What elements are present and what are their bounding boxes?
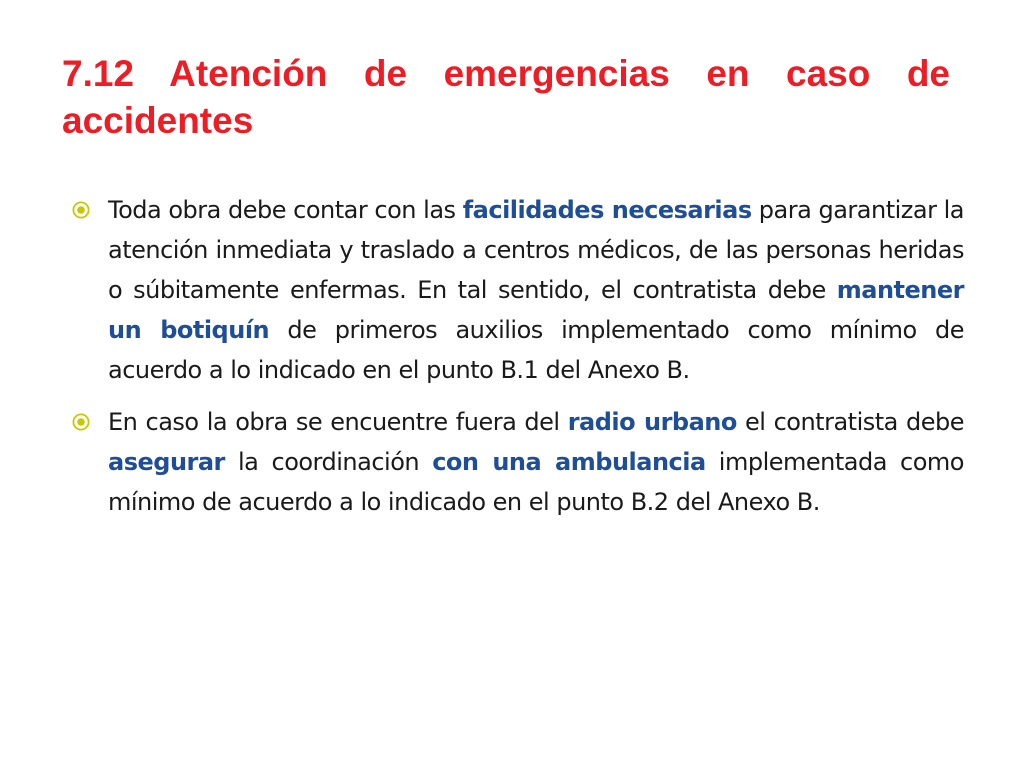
bullet-list [62,190,964,534]
bullet-item [62,190,964,390]
highlight-asegurar: asegurar [108,448,225,476]
slide-title: 7.12 Atención de emergencias en caso de accidentes [62,53,950,141]
bullet-text-segment: para garantizar la atención inmediata y traslado a centros médicos, de las personas heridas o súbitamente enfermas. En tal sentido, el contratista debe [108,196,964,304]
bullet-text-segment: la coordinación [224,448,433,476]
bullet-text-segment: En caso la obra se encuentre fuera del [108,408,568,436]
highlight-radio-urbano: radio urbano [567,408,737,436]
highlight-mantener-botiquin: mantener un botiquín [108,276,964,344]
target-bullet-icon [72,201,90,219]
bullet-text-segment: de primeros auxilios implementado como mínimo de acuerdo a lo indicado en el punto B.1 del Anexo B. [108,316,964,384]
bullet-text-segment: el contratista debe [736,408,965,436]
highlight-con-una-ambulancia: con una ambulancia [432,448,706,476]
highlight-facilidades-necesarias: facilidades necesarias [462,196,752,224]
bullet-text-segment: implementada como mínimo de acuerdo a lo indicado en el punto B.2 del Anexo B. [108,448,964,516]
target-bullet-icon [72,413,90,431]
bullet-text-segment: Toda obra debe contar con las [108,196,463,224]
bullet-item [62,402,964,522]
